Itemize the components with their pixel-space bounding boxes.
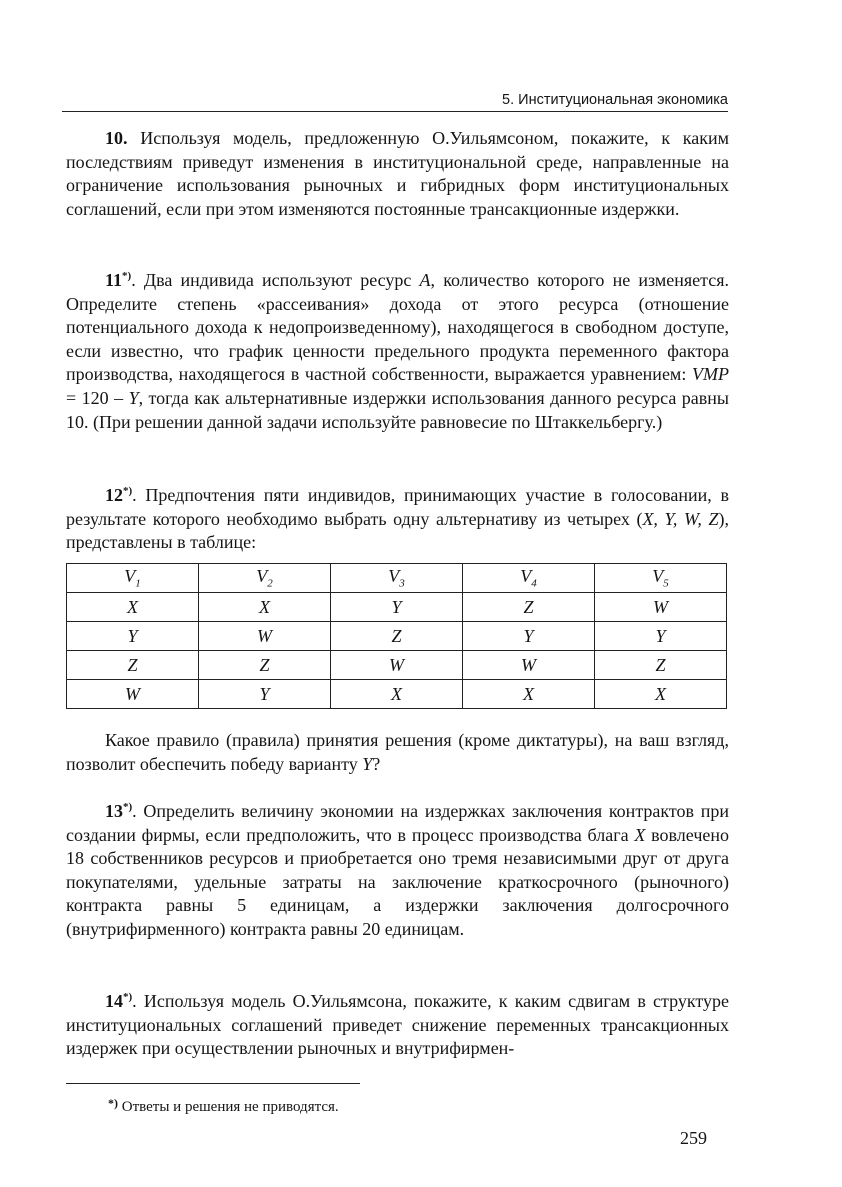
variable-a: A — [419, 270, 431, 290]
table-cell: W — [463, 651, 595, 680]
table-cell: W — [331, 651, 463, 680]
table-row — [67, 651, 727, 680]
table-row — [67, 680, 727, 709]
footnote-marker: *) — [108, 1096, 118, 1110]
column-header-v1: $V_1$ — [67, 564, 199, 593]
problem-number: 12*) — [105, 485, 133, 505]
footnote-marker: *) — [123, 991, 133, 1003]
table-cell: Y — [331, 593, 463, 622]
table-row — [67, 593, 727, 622]
variable-y: Y — [362, 753, 373, 774]
variable-vmp: VMP — [692, 364, 729, 385]
table-cell: Z — [463, 593, 595, 622]
problem-14: 14*). Используя модель О.Уильямсона, покажите, к каким сдвигам в структуре институциональных соглашений приведет снижение переменных трансакционных издержек при осуществлении рыночных и внутрифирмен- — [66, 991, 729, 1059]
problem-12-question: Какое правило (правила) принятия решения (кроме диктатуры), на ваш взгляд, позволит обеспечить победу варианту Y? — [66, 730, 729, 774]
footnote-marker: *) — [123, 485, 133, 497]
problem-number: 13*) — [105, 801, 133, 821]
table-row — [67, 622, 727, 651]
table-cell: X — [67, 593, 199, 622]
footnote-divider — [66, 1083, 360, 1084]
running-title: 5. Институциональная экономика — [502, 92, 728, 108]
problem-number: 10. — [105, 128, 128, 148]
page-number: 259 — [680, 1128, 707, 1148]
table-cell: Y — [199, 680, 331, 709]
alternatives-list: X, Y, W, Z — [642, 508, 719, 529]
column-header-v2: $V_2$ — [199, 564, 331, 593]
problem-number: 11*) — [105, 270, 132, 290]
problem-10 — [66, 127, 729, 221]
footnote-text: Ответы и решения не приводятся. — [118, 1099, 339, 1115]
table-cell: Z — [331, 622, 463, 651]
table-cell: Y — [595, 622, 727, 651]
footnote-marker: *) — [122, 270, 132, 282]
table-cell: X — [331, 680, 463, 709]
table-cell: W — [595, 593, 727, 622]
preferences-table — [66, 563, 727, 709]
column-header-v3: $V_3$ — [331, 564, 463, 593]
table-cell: W — [199, 622, 331, 651]
problem-text: Используя модель, предложенную О.Уильямсоном, покажите, к каким последствиям приведут изменения в институциональной среде, направленные на ограничение использования рыночных и гибридных форм институциональных соглашений, если при этом изменяются постоянные трансакционные издержки. — [66, 128, 730, 219]
table-cell: Y — [67, 622, 199, 651]
column-header-v5: $V_5$ — [595, 564, 727, 593]
table-cell: Y — [463, 622, 595, 651]
variable-x: X — [634, 824, 646, 845]
table-header-row — [67, 564, 727, 593]
table-cell: X — [199, 593, 331, 622]
table-cell: X — [463, 680, 595, 709]
problem-11: 11*). Два индивида используют ресурс A, количество которого не изменяется. Определите степень «рассеивания» дохода от этого ресурса (отношение потенциального дохода к недопроизведенному), находящегося в свободном доступе, если известно, что график ценности предельного продукта переменного фактора производства, находящегося в частной собственности, выражается уравнением: VMP = 120 – Y, тогда как альтернативные издержки использования данного ресурса равны 10. (При решении данной задачи используйте равновесие по Штаккельбергу.) — [66, 270, 729, 432]
footnote — [108, 1096, 339, 1116]
table-cell: Z — [595, 651, 727, 680]
running-header — [62, 92, 728, 112]
variable-y: Y — [128, 387, 139, 408]
table-cell: Z — [67, 651, 199, 680]
table-cell: X — [595, 680, 727, 709]
table-cell: Z — [199, 651, 331, 680]
problem-13: 13*). Определить величину экономии на издержках заключения контрактов при создании фирмы, если предположить, что в процесс производства блага X вовлечено 18 собственников ресурсов и приобретается оно тремя независимыми друг от друга покупателями, удельные затраты на заключение краткосрочного (рыночного) контракта равны 5 единицам, а издержки заключения долгосрочного (внутрифирменного) контракта равны 20 единицам. — [66, 801, 730, 939]
problem-12: 12*). Предпочтения пяти индивидов, принимающих участие в голосовании, в результате которого необходимо выбрать одну альтернативу из четырех (X, Y, W, Z), представлены в таблице: — [66, 485, 729, 553]
column-header-v4: $V_4$ — [463, 564, 595, 593]
table-cell: W — [67, 680, 199, 709]
footnote-marker: *) — [123, 801, 133, 813]
problem-number: 14*) — [105, 991, 133, 1011]
